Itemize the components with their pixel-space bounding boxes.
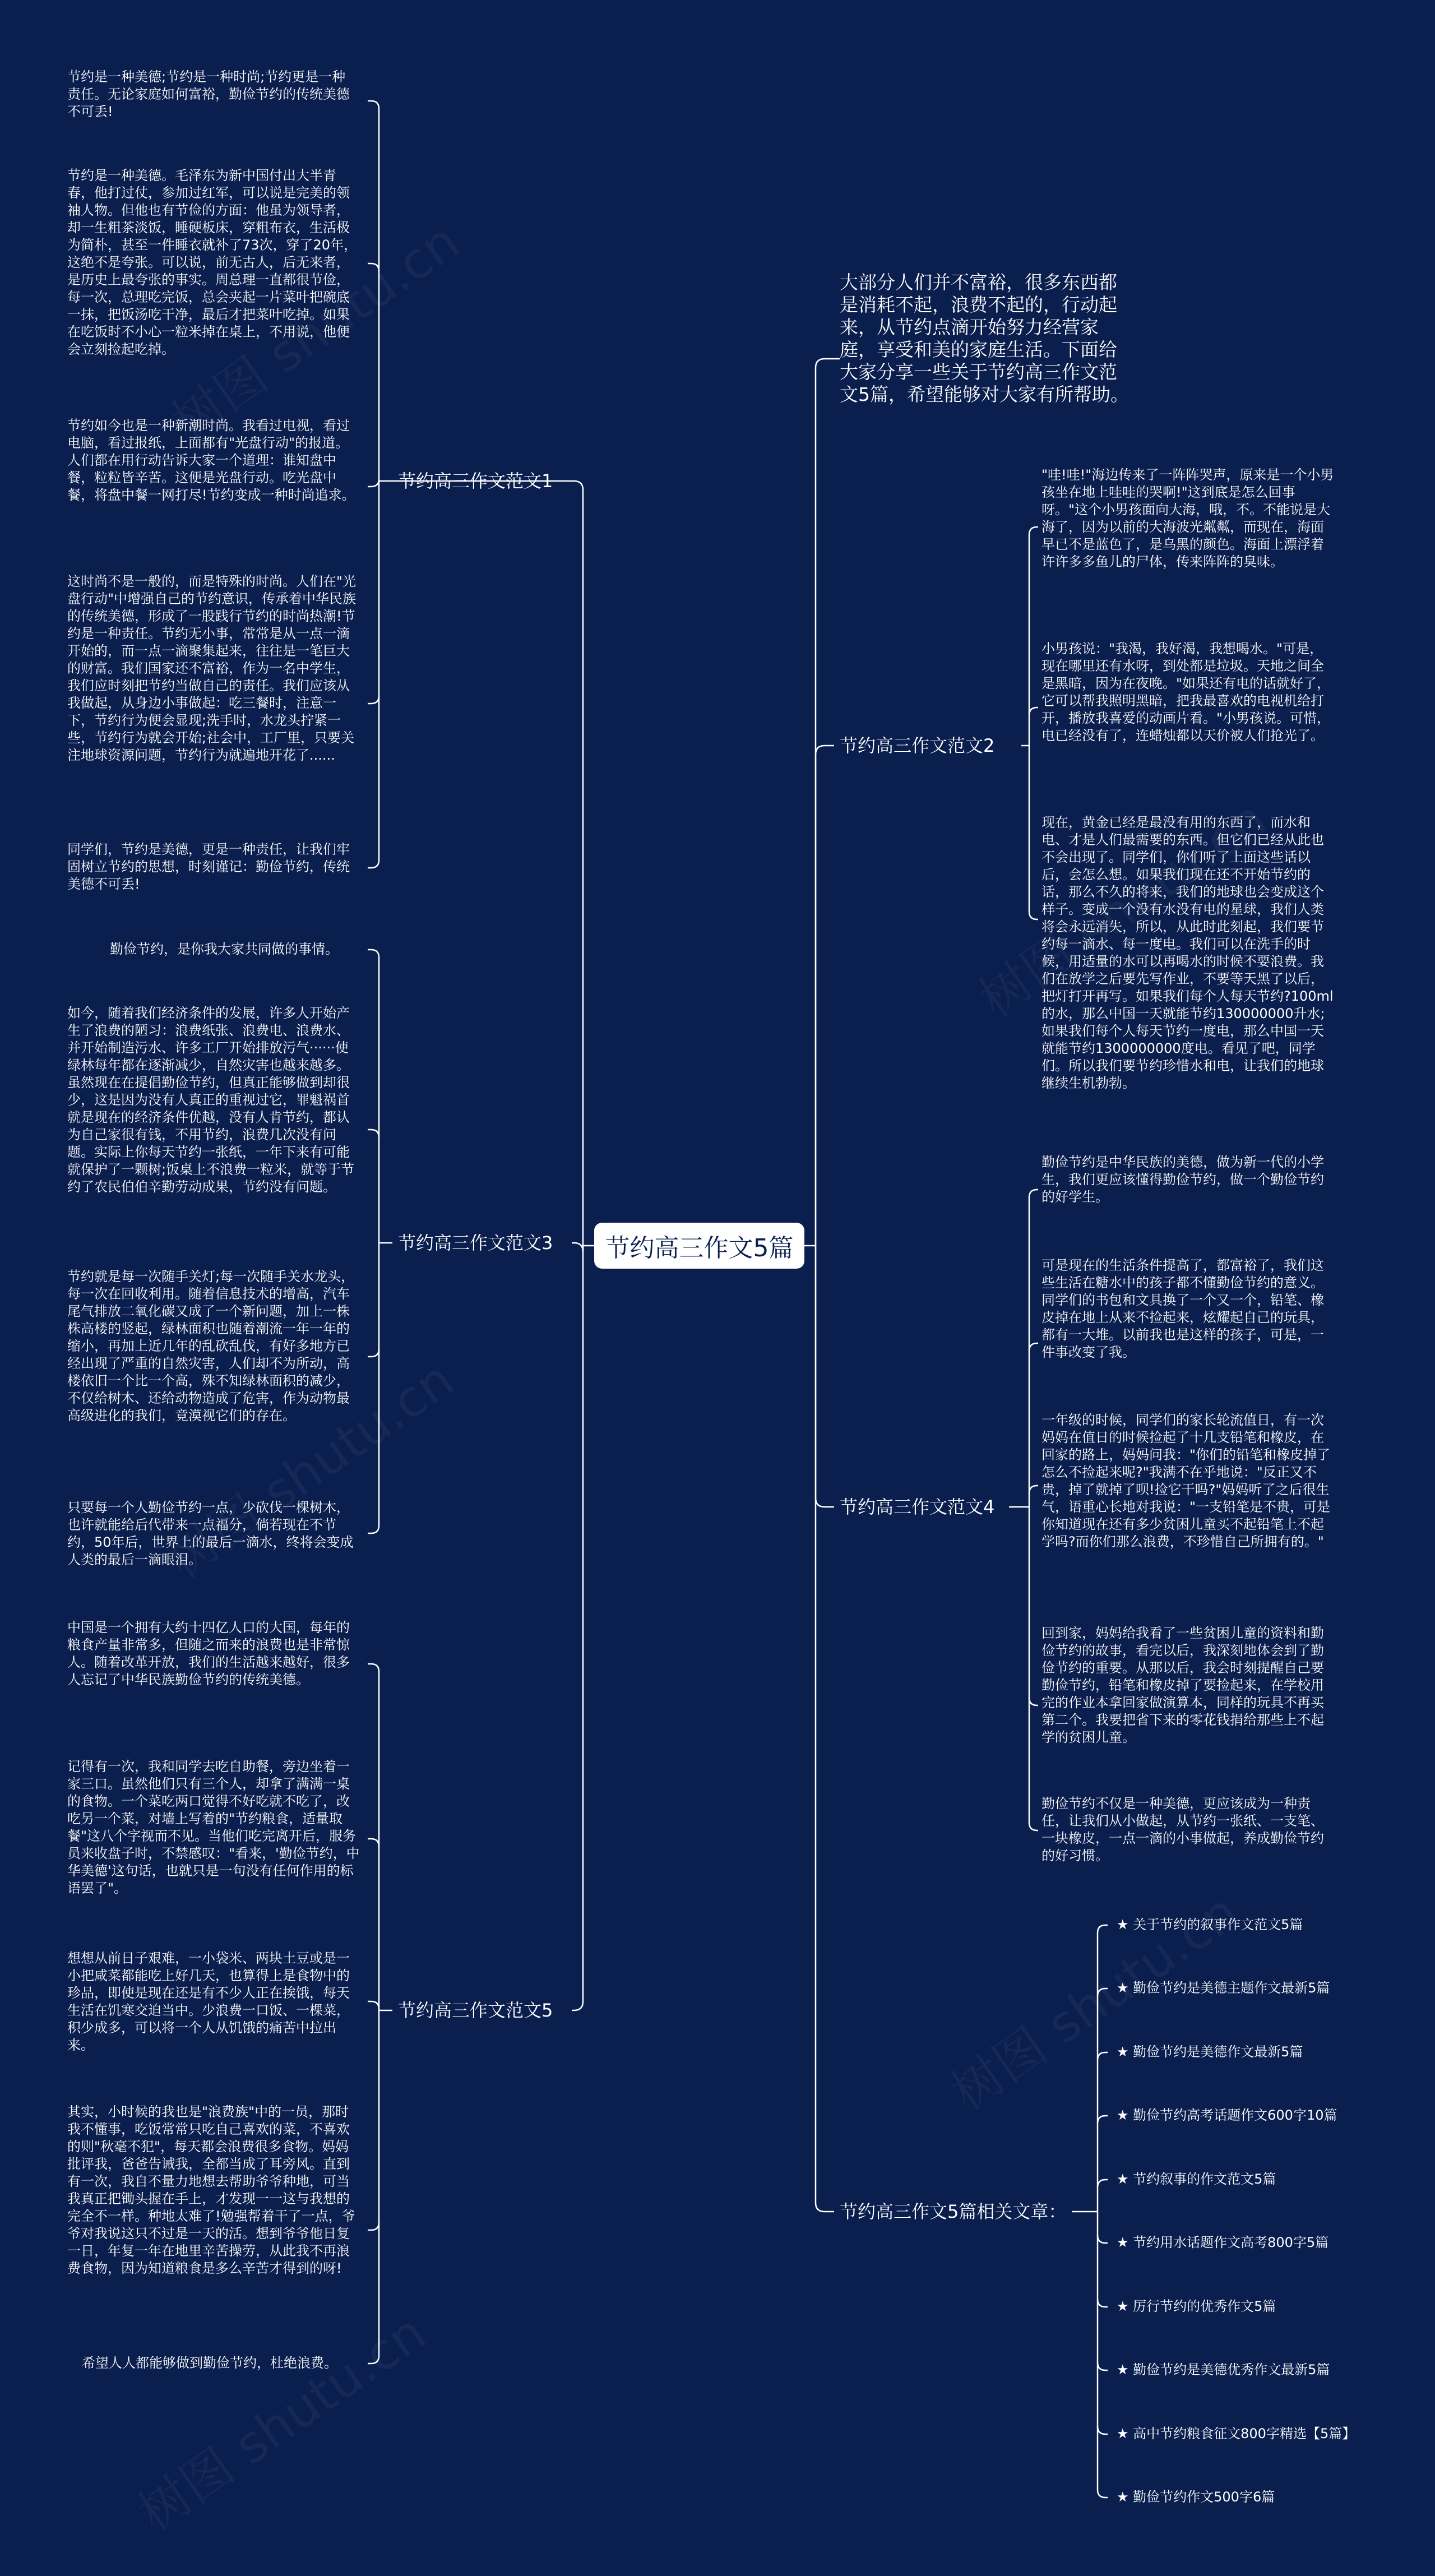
essay-3-paragraph: 节约就是每一次随手关灯;每一次随手关水龙头，每一次在回收利用。随着信息技术的增高，汽车尾气排放二氧化碳又成了一个新问题，加上一株株高楼的竖起，绿林面积也随着潮流一年一年的缩小，再加上近几年的乱砍乱伐，有好多地方已经出现了严重的自然灾害，人们却不为所动，高楼依旧一个比一个高，殊不知绿林面积的减少，不仅给树木、还给动物造成了危害，作为动物最高级进化的我们，竟漠视它们的存在。 xyxy=(67,1269,355,1423)
branch-label-related-articles[interactable]: 节约高三作文5篇相关文章： xyxy=(840,2201,1067,2222)
watermark xyxy=(934,1873,1251,2125)
connector-line xyxy=(368,696,379,704)
connector-line xyxy=(572,1243,583,1252)
connector-line xyxy=(1029,527,1038,535)
connector-line xyxy=(368,860,379,868)
essay-1-paragraph: 这时尚不是一般的，而是特殊的时尚。人们在"光盘行动"中增强自己的节约意识，传承着中华民族的传统美德，形成了一股践行节约的时尚热潮!节约是一种责任。节约无小事，常常是从一点一滴开始的，而一点一滴聚集起来，往往是一笔巨大的财富。我们国家还不富裕，作为一名中学生，我们应时刻把节约当做自己的责任。我们应该从我做起，从身边小事做起：吃三餐时，注意一下，节约行为便会显现;洗手时，水龙头拧紧一些，节约行为就会开始;社会中，工厂里，只要关注地球资源问题，节约行为就遍地开花了...... xyxy=(67,574,357,763)
essay-1-paragraph: 节约如今也是一种新潮时尚。我看过电视，看过电脑，看过报纸，上面都有"光盘行动"的报道。人们都在用行动告诉大家一个道理：谁知盘中餐，粒粒皆辛苦。这便是光盘行动。吃光盘中餐，将盘中餐一网打尽!节约变成一种时尚追求。 xyxy=(67,418,355,503)
branch-label-essay-3[interactable]: 节约高三作文范文3 xyxy=(398,1232,553,1254)
connector-line xyxy=(368,101,379,109)
essay-2-paragraph: 小男孩说："我渴，我好渴，我想喝水。"可是，现在哪里还有水呀，到处都是垃圾。天地之间全是黑暗，因为在夜晚。"如果还有电的话就好了，它可以帮我照明黑暗，把我最喜欢的电视机给打开，播放我喜爱的动画片看。"小男孩说。可惜，电已经没有了，连蜡烛都以天价被人们抢光了。 xyxy=(1041,641,1331,743)
connector-line xyxy=(816,746,834,1246)
connector-line xyxy=(1098,2299,1108,2307)
connector-line xyxy=(816,1246,834,2212)
connector-line xyxy=(1098,1925,1108,1933)
essay-3-paragraph: 如今，随着我们经济条件的发展，许多人开始产生了浪费的陋习：浪费纸张、浪费电、浪费水、并开始制造污水、许多工厂开始排放污气······使绿林每年都在逐渐减少，自然灾害也越来越多。虽然现在在提倡勤俭节约，但真正能够做到却很少，这是因为没有人真正的重视过它，罪魁祸首就是现在的经济条件优越，没有人肯节约，都认为自己家很有钱，不用节约，浪费几次没有问题。实际上你每天节约一张纸，一年下来有可能就保护了一颗树;饭桌上不浪费一粒米，就等于节约了农民伯伯辛勤劳动成果，节约没有问题。 xyxy=(67,1005,355,1195)
related-article-link[interactable]: ★ 厉行节约的优秀作文5篇 xyxy=(1117,2298,1276,2314)
connector-line xyxy=(368,1839,379,1847)
branch-label-essay-5[interactable]: 节约高三作文范文5 xyxy=(398,2000,553,2021)
connector-line xyxy=(368,2001,379,2009)
related-article-link[interactable]: ★ 勤俭节约高考话题作文600字10篇 xyxy=(1117,2107,1337,2123)
essay-4-paragraph: 勤俭节约不仅是一种美德，更应该成为一种责任，让我们从小做起，从节约一张纸、一支笔、一块橡皮，一点一滴的小事做起，养成勤俭节约的好习惯。 xyxy=(1041,1796,1324,1863)
connector-line xyxy=(368,1130,379,1137)
connector-line xyxy=(1098,2362,1108,2370)
essay-3-paragraph: 只要每一个人勤俭节约一点，少砍伐一棵树木，也许就能给后代带来一点福分，倘若现在不节约，50年后，世界上的最后一滴水，终将会变成人类的最后一滴眼泪。 xyxy=(67,1500,354,1567)
essay-1-paragraph: 同学们，节约是美德，更是一种责任，让我们牢固树立节约的思想，时刻谨记：勤俭节约，传统美德不可丢! xyxy=(67,841,350,892)
branch-label-essay-2[interactable]: 节约高三作文范文2 xyxy=(840,735,995,756)
related-article-link[interactable]: ★ 勤俭节约是美德作文最新5篇 xyxy=(1117,2044,1303,2060)
essay-1-paragraph: 节约是一种美德;节约是一种时尚;节约更是一种责任。无论家庭如何富裕，勤俭节约的传统美德不可丢! xyxy=(67,69,350,119)
essay-5-paragraph: 其实，小时候的我也是"浪费族"中的一员，那时我不懂事，吃饭常常只吃自己喜欢的菜，不喜欢的则"秋毫不犯"，每天都会浪费很多食物。妈妈批评我，爸爸告诫我，全都当成了耳旁风。直到有一次，我自不量力地想去帮助爷爷种地，可当我真正把锄头握在手上，才发现一一这与我想的完全不一样。种地太难了!勉强帮着干了一点，爷爷对我说这只不过是一天的活。想到爷爷他日复一日，年复一年在地里辛苦操劳，从此我不再浪费食物，因为知道粮食是多么辛苦才得到的呀! xyxy=(67,2104,355,2276)
related-article-link[interactable]: ★ 节约用水话题作文高考800字5篇 xyxy=(1117,2235,1329,2250)
essay-1-paragraph: 节约是一种美德。毛泽东为新中国付出大半青春，他打过仗，参加过红军，可以说是完美的领袖人物。但他也有节俭的方面：他虽为领导者，却一生粗茶淡饭，睡硬板床，穿粗布衣，生活极为简朴，甚至一件睡衣就补了73次，穿了20年，这绝不是夸张。可以说，前无古人，后无来者，是历史上最夸张的事实。周总理一直都很节俭，每一次，总理吃完饭，总会夹起一片菜叶把碗底一抹，把饭汤吃干净，最后才把菜叶吃掉。如果在吃饭时不小心一粒米掉在桌上，不用说，他便会立刻捡起吃掉。 xyxy=(67,168,358,357)
connector-line xyxy=(816,1246,834,1507)
related-article-link[interactable]: ★ 高中节约粮食征文800字精选【5篇】 xyxy=(1117,2426,1356,2441)
connector-line xyxy=(1098,2490,1108,2498)
intro-text: 大部分人们并不富裕，很多东西都是消耗不起，浪费不起的，行动起来，从节约点滴开始努力经营家庭，享受和美的家庭生活。下面给大家分享一些关于节约高三作文范文5篇，希望能够对大家有所帮助。 xyxy=(840,271,1129,405)
related-article-link[interactable]: ★ 关于节约的叙事作文范文5篇 xyxy=(1117,1917,1303,1932)
connector-line xyxy=(1029,1486,1038,1493)
related-article-link[interactable]: ★ 勤俭节约作文500字6篇 xyxy=(1117,2489,1275,2505)
essay-4-paragraph: 回到家，妈妈给我看了一些贫困儿童的资料和勤俭节约的故事，看完以后，我深刻地体会到了勤俭节约的重要。从那以后，我会时刻提醒自己要勤俭节约，铅笔和橡皮掉了要捡起来，在学校用完的作业本拿回家做演算本，同样的玩具不再买第二个。我要把省下来的零花钱捐给那些上不起学的贫困儿童。 xyxy=(1041,1625,1324,1745)
connector-line xyxy=(572,1246,583,2010)
connector-line xyxy=(1029,707,1038,715)
essay-2-paragraph: 现在，黄金已经是最没有用的东西了，而水和电、才是人们最需要的东西。但它们已经从此也不会出现了。同学们，你们听了上面这些话以后，会怎么想。如果我们现在还不开始节约的话，那么不久的将来，我们的地球也会变成这个样子。变成一个没有水没有电的星球，我们人类将会永远消失，所以，从此时此刻起，我们要节约每一滴水、每一度电。我们可以在洗手的时候，用适量的水可以再喝水的时候不要浪费。我们在放学之后要先写作业，不要等天黑了以后，把灯打开再写。如果我们每个人每天节约?100ml的水，那么中国一天就能节约130000000升水;如果我们每个人每天节约一度电，那么中国一天就能节约1300000000度电。看见了吧，同学们。所以我们要节约珍惜水和电，让我们的地球继续生机勃勃。 xyxy=(1041,815,1334,1091)
essay-4-paragraph: 一年级的时候，同学们的家长轮流值日，有一次妈妈在值日的时候捡起了十几支铅笔和橡皮，在回家的路上，妈妈问我："你们的铅笔和橡皮掉了怎么不捡起来呢?"我满不在乎地说："反正又不贵，掉了就掉了呗!捡它干吗?"妈妈听了之后很生气，语重心长地对我说："一支铅笔是不贵，可是你知道现在还有多少贫困儿童买不起铅笔上不起学吗?而你们那么浪费，不珍惜自己所拥有的。" xyxy=(1041,1412,1331,1550)
connector-line xyxy=(1029,1190,1038,1197)
connector-line xyxy=(1029,912,1038,919)
essay-5-paragraph: 希望人人都能够做到勤俭节约，杜绝浪费。 xyxy=(82,2355,337,2371)
root-node[interactable]: 节约高三作文5篇 xyxy=(594,1223,804,1269)
connector-line xyxy=(1029,1343,1038,1351)
related-article-link[interactable]: ★ 节约叙事的作文范文5篇 xyxy=(1117,2171,1276,2187)
branch-label-essay-4[interactable]: 节约高三作文范文4 xyxy=(840,1496,995,1518)
essay-2-paragraph: "哇!哇!"海边传来了一阵阵哭声，原来是一个小男孩坐在地上哇哇的哭啊!"这到底是怎么回事呀。"这个小男孩面向大海，哦，不。不能说是大海了，因为以前的大海波光粼粼，而现在，海面早已不是蓝色了，是乌黑的颜色。海面上漂浮着许许多多鱼儿的尸体，传来阵阵的臭味。 xyxy=(1041,467,1334,570)
connector-line xyxy=(368,2222,379,2230)
connector-line xyxy=(368,1525,379,1533)
connector-line xyxy=(1098,2426,1108,2434)
watermark xyxy=(122,2293,438,2545)
connector-line xyxy=(368,479,379,487)
connector-line xyxy=(368,1664,379,1672)
essay-5-paragraph: 中国是一个拥有大约十四亿人口的大国，每年的粮食产量非常多，但随之而来的浪费也是非常惊人。随着改革开放，我们的生活越来越好，很多人忘记了中华民族勤俭节约的传统美德。 xyxy=(67,1620,350,1687)
branch-label-essay-1[interactable]: 节约高三作文范文1 xyxy=(398,470,553,492)
connector-line xyxy=(368,1349,379,1357)
connector-line xyxy=(1098,2052,1108,2060)
related-article-link[interactable]: ★ 勤俭节约是美德主题作文最新5篇 xyxy=(1117,1980,1330,1996)
essay-5-paragraph: 想想从前日子艰难，一小袋米、两块土豆或是一小把咸菜都能吃上好几天，也算得上是食物中的珍品，即使是现在还是有不少人正在挨饿，每天生活在饥寒交迫当中。少浪费一口饭、一棵菜，积少成多，可以将一个人从饥饿的痛苦中拉出来。 xyxy=(67,1950,350,2053)
essay-5-paragraph: 记得有一次，我和同学去吃自助餐，旁边坐着一家三口。虽然他们只有三个人，却拿了满满一桌的食物。一个菜吃两口觉得不好吃就不吃了，改吃另一个菜，对墙上写着的"节约粮食，适量取餐"这八个字视而不见。当他们吃完离开后，服务员来收盘子时，不禁感叹："看来，'勤俭节约，中华美德'这句话，也就只是一句没有任何作用的标语罢了"。 xyxy=(67,1759,360,1896)
related-article-link[interactable]: ★ 勤俭节约是美德优秀作文最新5篇 xyxy=(1117,2362,1330,2378)
essay-4-paragraph: 勤俭节约是中华民族的美德，做为新一代的小学生，我们更应该懂得勤俭节约，做一个勤俭节约的好学生。 xyxy=(1041,1154,1324,1205)
connector-line xyxy=(816,359,834,1246)
connector-line xyxy=(572,481,583,1246)
connector-line xyxy=(1029,1823,1038,1830)
connector-line xyxy=(1098,2116,1108,2124)
connector-line xyxy=(1029,1698,1038,1705)
essay-3-paragraph: 勤俭节约，是你我大家共同做的事情。 xyxy=(110,941,339,957)
connector-line xyxy=(1098,2180,1108,2187)
essay-4-paragraph: 可是现在的生活条件提高了，都富裕了，我们这些生活在糖水中的孩子都不懂勤俭节约的意义。同学们的书包和文具换了一个又一个，铅笔、橡皮掉在地上从来不捡起来，炫耀起自己的玩具，都有一大堆。以前我也是这样的孩子，可是，一件事改变了我。 xyxy=(1041,1257,1324,1360)
connector-line xyxy=(1098,2235,1108,2243)
